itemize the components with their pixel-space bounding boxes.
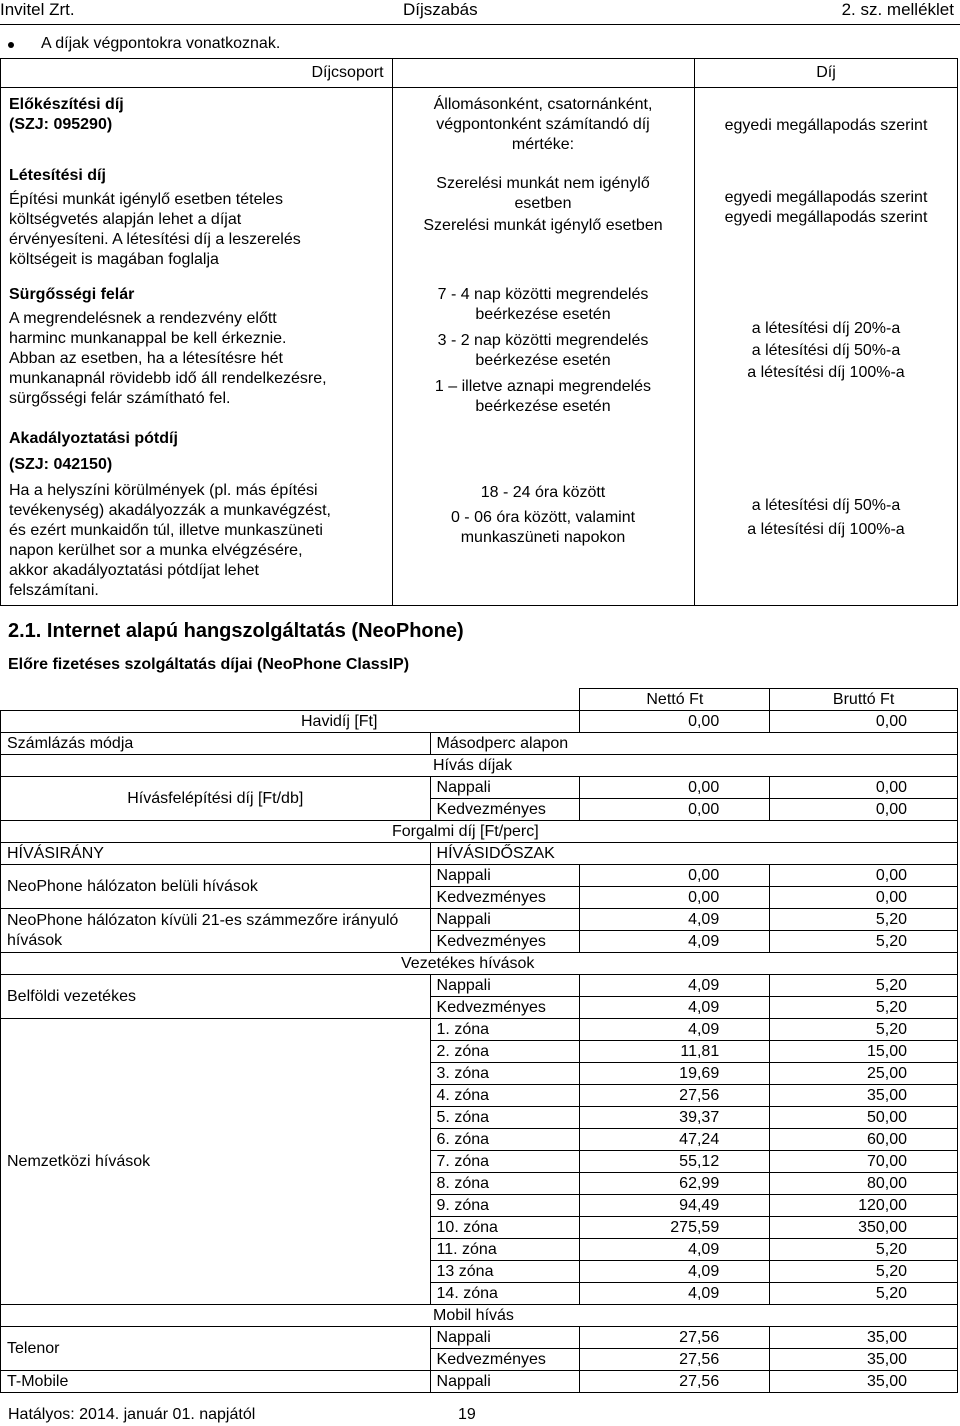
company-name: Invitel Zrt.	[0, 0, 75, 19]
intl-label: Nemzetközi hívások	[1, 1019, 431, 1305]
table-row: 3. zóna 19,69 25,00	[1, 1063, 958, 1085]
fee-row-value: egyedi megállapodás szerint egyedi megállapodás szerint	[724, 189, 928, 226]
fee-row-condition: 7 - 4 nap közötti megrendelés beérkezése esetén 3 - 2 nap közötti megrendelés beérkezése esetén 1 – illetve aznapi megrendelés beérkezése esetén	[434, 286, 652, 415]
table-row	[1, 689, 958, 711]
monthly-label: Havidíj [Ft]	[1, 711, 580, 733]
table-row: 11. zóna 4,09 5,20	[1, 1239, 958, 1261]
sub-title: Előre fizetéses szolgáltatás díjai (NeoPhone ClassIP)	[8, 656, 410, 673]
table-row	[1, 733, 958, 755]
table-row: 8. zóna 62,99 80,00	[1, 1173, 958, 1195]
table-row: HÍVÁSIRÁNY HÍVÁSIDŐSZAK	[1, 843, 958, 865]
bullet-dot-icon	[8, 42, 14, 48]
appendix-label: 2. sz. melléklet	[841, 0, 954, 19]
table-row: Havidíj [Ft] 0,00 0,00	[1, 711, 958, 733]
section-title: 2.1. Internet alapú hangszolgáltatás (NeoPhone)	[8, 620, 464, 642]
fee-row-condition: Állomásonként, csatornánként, végpontonként számítandó díj mértéke:	[433, 96, 653, 153]
fee-row-value: a létesítési díj 20%-a a létesítési díj 50%-a a létesítési díj 100%-a	[747, 320, 905, 381]
table-row: Kedvezményes 4,09 5,20	[1, 997, 958, 1019]
table-row: Nemzetközi hívások 1. zóna 4,09 5,20	[1, 1019, 958, 1041]
table-row: Telenor Nappali 27,56 35,00	[1, 1327, 958, 1349]
fee-row-value: a létesítési díj 50%-a a létesítési díj 100%-a	[747, 497, 905, 538]
fee-row-title: Létesítési díj Építési munkát igénylő esetben tételes költségvetés alapján lehet a díjat érvényesíteni. A létesítési díj a leszerelés költségeit is magában foglalja	[9, 167, 301, 268]
table-row: Kedvezményes 27,56 35,00	[1, 1349, 958, 1371]
table-row: Hívásfelépítési díj [Ft/db] Nappali 0,00 0,00	[1, 777, 958, 799]
fee-row-divider	[1, 87, 957, 88]
table-row: 4. zóna 27,56 35,00	[1, 1085, 958, 1107]
setup-label: Hívásfelépítési díj [Ft/db]	[1, 777, 431, 821]
table-row: Kedvezményes 4,09 5,20	[1, 931, 958, 953]
table-row: T-Mobile Nappali 27,56 35,00	[1, 1371, 958, 1393]
table-row: 9. zóna 94,49 120,00	[1, 1195, 958, 1217]
table-row: 6. zóna 47,24 60,00	[1, 1129, 958, 1151]
fee-row-condition: Szerelési munkát nem igénylő esetben Szerelési munkát igénylő esetben	[423, 175, 663, 234]
fee-row-condition: 18 - 24 óra között 0 - 06 óra között, valamint munkaszüneti napokon	[450, 484, 636, 546]
billing-value: Másodperc alapon	[430, 733, 957, 755]
table-row: NeoPhone hálózaton belüli hívások Nappali 0,00 0,00	[1, 865, 958, 887]
head-net: Nettó Ft	[580, 689, 770, 711]
document-title: Díjszabás	[403, 0, 478, 19]
fee-row-value: egyedi megállapodás szerint	[724, 117, 928, 134]
table-row: Hívás díjak	[1, 755, 958, 777]
col-header-fee: Díj	[816, 64, 836, 81]
head-gross: Bruttó Ft	[770, 689, 958, 711]
price-table	[0, 688, 958, 1393]
table-row: NeoPhone hálózaton kívüli 21-es számmezőre irányuló hívások Nappali 4,09 5,20	[1, 909, 958, 931]
table-row: 7. zóna 55,12 70,00	[1, 1151, 958, 1173]
table-row: 14. zóna 4,09 5,20	[1, 1283, 958, 1305]
table-row: Vezetékes hívások	[1, 953, 958, 975]
table-row: 5. zóna 39,37 50,00	[1, 1107, 958, 1129]
table-row: Kedvezményes 0,00 0,00	[1, 887, 958, 909]
page-number: 19	[458, 1406, 476, 1423]
page-header	[0, 0, 960, 24]
fee-row-title: Sürgősségi felár A megrendelésnek a rendezvény előtt harminc munkanappal be kell érkeznie. Abban az esetben, ha a létesítésre hét munkanapnál rövidebb idő áll rendelkezésre, sürgősségi felár számítható fel.	[9, 286, 327, 407]
fee-table	[0, 58, 958, 606]
validity-date: Hatályos: 2014. január 01. napjától	[8, 1406, 256, 1423]
table-row: 10. zóna 275,59 350,00	[1, 1217, 958, 1239]
fee-row-title: Akadályoztatási pótdíj (SZJ: 042150) Ha a helyszíni körülmények (pl. más építési tevékenység) akadályozzák a munkavégzést, és ezért munkaidőn túl, illetve munkaszüneti napon kerülhet sor a munka elvégzésére, akkor akadályoztatási pótdíjat lehet felszámítani.	[9, 430, 331, 599]
header-divider	[0, 24, 960, 25]
col-header-group: Díjcsoport	[311, 64, 384, 81]
table-row: Mobil hívás	[1, 1305, 958, 1327]
table-row: Kedvezményes 0,00 0,00	[1, 799, 958, 821]
billing-label: Számlázás módja	[1, 733, 431, 755]
fee-row-title: Előkészítési díj (SZJ: 095290)	[9, 96, 124, 133]
table-row: Belföldi vezetékes Nappali 4,09 5,20	[1, 975, 958, 997]
table-row: Forgalmi díj [Ft/perc]	[1, 821, 958, 843]
table-row: 13 zóna 4,09 5,20	[1, 1261, 958, 1283]
table-row: 2. zóna 11,81 15,00	[1, 1041, 958, 1063]
